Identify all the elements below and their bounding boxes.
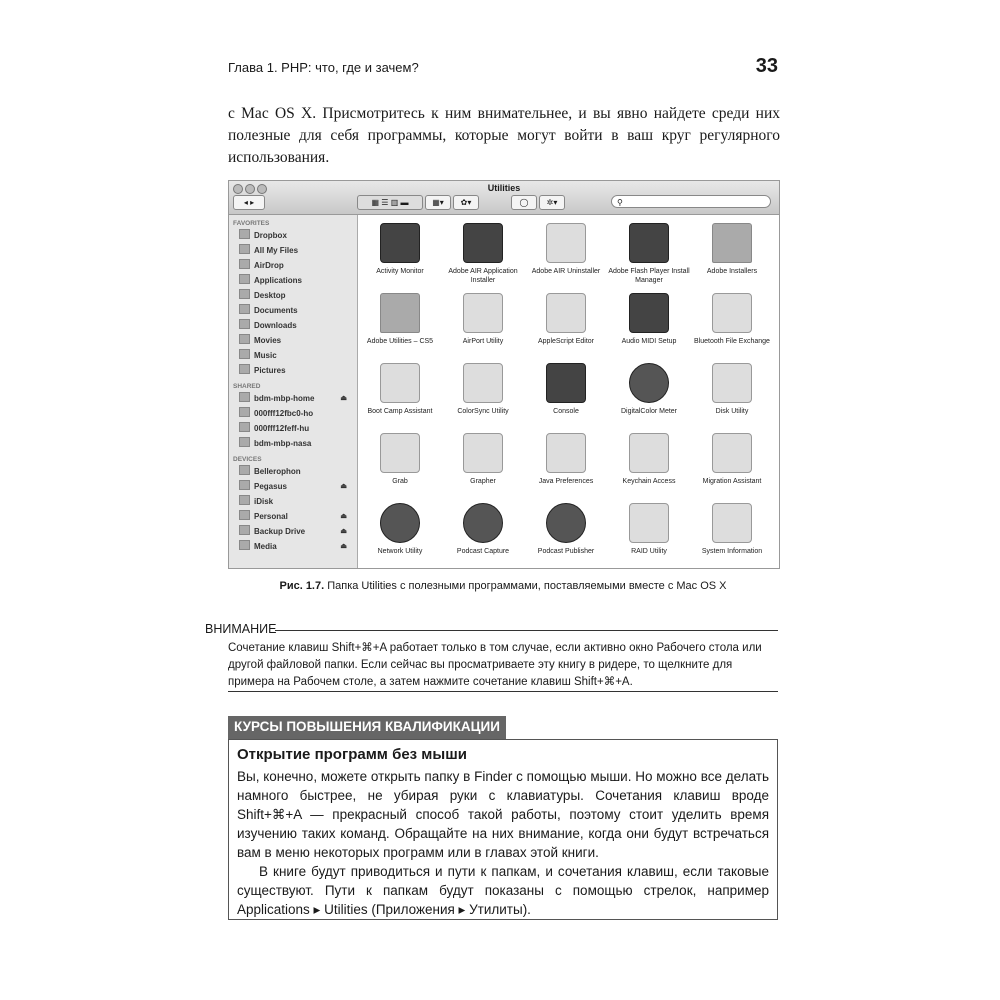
- app-label: Disk Utility: [715, 408, 749, 415]
- app-icon: [712, 433, 752, 473]
- app-item[interactable]: [359, 293, 441, 346]
- app-grid: [359, 215, 779, 568]
- app-label: Keychain Access: [622, 478, 676, 485]
- app-label: Adobe AIR Uninstaller: [531, 268, 601, 275]
- intro-paragraph: с Mac OS X. Присмотритесь к ним внимательнее, и вы явно найдете среди них полезные для себя программы, которые могут войти в ваш круг регулярного использования.: [228, 105, 780, 166]
- divider: [228, 691, 778, 692]
- arrange-button[interactable]: ▦▾: [425, 195, 451, 210]
- search-icon: ⚲: [617, 198, 623, 207]
- sidebar-item[interactable]: [229, 391, 357, 406]
- app-icon: [712, 293, 752, 333]
- app-icon: [546, 433, 586, 473]
- app-label: AirPort Utility: [462, 338, 504, 345]
- app-icon: [380, 223, 420, 263]
- sidebar-item[interactable]: [229, 406, 357, 421]
- sidebar-item[interactable]: [229, 479, 357, 494]
- sidebar-item-label: Desktop: [254, 291, 286, 300]
- app-icon: [380, 503, 420, 543]
- app-label: ColorSync Utility: [457, 408, 509, 415]
- app-item[interactable]: [691, 293, 773, 346]
- app-icon: [463, 503, 503, 543]
- sidebar-item[interactable]: [229, 363, 357, 378]
- view-mode-buttons[interactable]: ▦ ☰ ▥ ▬: [357, 195, 423, 210]
- app-item[interactable]: [608, 363, 690, 416]
- sidebar-item-label: 000fff12feff-hu: [254, 424, 310, 433]
- app-label: Adobe Flash Player Install Manager: [608, 268, 690, 284]
- item-icon: [239, 392, 250, 402]
- app-item[interactable]: [691, 433, 773, 486]
- item-icon: [239, 465, 250, 475]
- sidebar-item-label: Bellerophon: [254, 467, 301, 476]
- sidebar-item[interactable]: [229, 436, 357, 451]
- app-item[interactable]: [608, 293, 690, 346]
- eject-icon[interactable]: ⏏: [340, 483, 347, 490]
- item-icon: [239, 480, 250, 490]
- sidebar-item-label: Documents: [254, 306, 298, 315]
- app-icon: [546, 503, 586, 543]
- sidebar-box-p1: Вы, конечно, можете открыть папку в Finder с помощью мыши. Но можно все делать намного быстрее, не убирая руки с клавиатуры. Сочетания клавиш вроде Shift+⌘+A — прекрасный способ такой работы, поэтому стоит уделить время изучению таких команд. Обращайте на них внимание, когда они будут встречаться вам в меню некоторых программ или в главах этой книги.: [237, 769, 769, 860]
- sidebar-item[interactable]: [229, 333, 357, 348]
- app-icon: [546, 293, 586, 333]
- finder-window: [228, 180, 780, 569]
- sidebar-box: [228, 739, 778, 920]
- app-icon: [629, 363, 669, 403]
- sidebar-item[interactable]: [229, 494, 357, 509]
- item-icon: [239, 495, 250, 505]
- sidebar-item-label: Applications: [254, 276, 303, 285]
- app-icon: [712, 503, 752, 543]
- sidebar-section-header: FAVORITES: [233, 220, 270, 227]
- app-item[interactable]: [525, 293, 607, 346]
- item-icon: [239, 407, 250, 417]
- sidebar-item-label: Media: [254, 542, 277, 551]
- app-item[interactable]: [442, 223, 524, 285]
- back-forward-button[interactable]: ◂ ▸: [233, 195, 265, 210]
- sidebar-item[interactable]: [229, 509, 357, 524]
- app-label: Grab: [392, 478, 408, 485]
- sidebar-item[interactable]: [229, 348, 357, 363]
- search-input[interactable]: [611, 195, 771, 208]
- item-icon: [239, 229, 250, 239]
- app-label: Console: [553, 408, 579, 415]
- sidebar-section-header: DEVICES: [233, 456, 262, 463]
- sidebar-item[interactable]: [229, 288, 357, 303]
- caption-label: Рис. 1.7.: [279, 580, 325, 592]
- app-item[interactable]: [691, 503, 773, 556]
- app-label: Bluetooth File Exchange: [694, 338, 770, 345]
- app-icon: [380, 433, 420, 473]
- app-label: Boot Camp Assistant: [367, 408, 433, 415]
- sidebar-section-header: SHARED: [233, 383, 261, 390]
- sidebar-item-label: 000fff12fbc0-ho: [254, 409, 314, 418]
- app-label: Activity Monitor: [376, 268, 424, 275]
- app-item[interactable]: [608, 433, 690, 486]
- sidebar-item-label: iDisk: [254, 497, 274, 506]
- quick-look-button[interactable]: ◯: [511, 195, 537, 210]
- app-icon: [546, 363, 586, 403]
- app-label: Java Preferences: [538, 478, 594, 485]
- app-label: Adobe Installers: [706, 268, 758, 275]
- sidebar-item[interactable]: [229, 524, 357, 539]
- sidebar-box-p2: В книге будут приводиться и пути к папкам, и сочетания клавиш, если таковые существуют. Пути к папкам будут показаны с помощью стрелок, например Applications ▸ Utilities (Приложения ▸ Утилиты).: [237, 864, 769, 917]
- app-label: Migration Assistant: [702, 478, 762, 485]
- sidebar-item[interactable]: [229, 421, 357, 436]
- app-item[interactable]: [608, 223, 690, 285]
- running-title: Глава 1. PHP: что, где и зачем?: [228, 60, 419, 75]
- action-gear-button[interactable]: ✲▾: [539, 195, 565, 210]
- app-item[interactable]: [359, 363, 441, 416]
- sidebar-box-tab: КУРСЫ ПОВЫШЕНИЯ КВАЛИФИКАЦИИ: [228, 716, 506, 739]
- app-item[interactable]: [525, 433, 607, 486]
- sidebar-item-label: AirDrop: [254, 261, 284, 270]
- sidebar-item[interactable]: [229, 464, 357, 479]
- app-label: Network Utility: [377, 548, 423, 555]
- sidebar-item-label: All My Files: [254, 246, 299, 255]
- app-item[interactable]: [359, 433, 441, 486]
- sidebar-item-label: bdm-mbp-home: [254, 394, 315, 403]
- caption-text: Папка Utilities с полезными программами, поставляемыми вместе с Mac OS X: [324, 580, 727, 592]
- item-icon: [239, 525, 250, 535]
- eject-icon[interactable]: ⏏: [340, 395, 347, 402]
- app-item[interactable]: [691, 363, 773, 416]
- app-item[interactable]: [442, 293, 524, 346]
- app-label: Podcast Capture: [456, 548, 510, 555]
- app-icon: [629, 293, 669, 333]
- item-icon: [239, 244, 250, 254]
- app-icon: [463, 433, 503, 473]
- app-label: DigitalColor Meter: [620, 408, 678, 415]
- sidebar-item-label: Personal: [254, 512, 288, 521]
- eject-icon[interactable]: ⏏: [340, 543, 347, 550]
- item-icon: [239, 540, 250, 550]
- app-item[interactable]: [359, 223, 441, 276]
- app-icon: [380, 293, 420, 333]
- attention-heading: ВНИМАНИЕ: [205, 622, 277, 636]
- sidebar-item[interactable]: [229, 258, 357, 273]
- sidebar-item[interactable]: [229, 318, 357, 333]
- app-icon: [463, 223, 503, 263]
- sidebar-item[interactable]: [229, 539, 357, 554]
- page-number: 33: [755, 55, 778, 77]
- sidebar-item-label: bdm-mbp-nasa: [254, 439, 312, 448]
- app-label: Audio MIDI Setup: [621, 338, 677, 345]
- app-icon: [463, 293, 503, 333]
- app-icon: [712, 363, 752, 403]
- app-item[interactable]: [442, 363, 524, 416]
- app-label: Adobe Utilities – CS5: [366, 338, 434, 345]
- eject-icon[interactable]: ⏏: [340, 513, 347, 520]
- item-icon: [239, 259, 250, 269]
- figure-caption: [228, 580, 778, 592]
- sidebar-item[interactable]: [229, 228, 357, 243]
- item-icon: [239, 422, 250, 432]
- app-icon: [629, 223, 669, 263]
- app-item[interactable]: [442, 433, 524, 486]
- app-item[interactable]: [442, 503, 524, 556]
- item-icon: [239, 319, 250, 329]
- divider: [275, 630, 778, 631]
- item-icon: [239, 349, 250, 359]
- app-label: RAID Utility: [631, 548, 667, 555]
- app-label: AppleScript Editor: [537, 338, 595, 345]
- finder-sidebar: [229, 215, 358, 568]
- app-icon: [712, 223, 752, 263]
- eject-icon[interactable]: ⏏: [340, 528, 347, 535]
- share-button[interactable]: ✿▾: [453, 195, 479, 210]
- sidebar-item-label: Downloads: [254, 321, 297, 330]
- sidebar-item-label: Movies: [254, 336, 282, 345]
- app-label: Podcast Publisher: [537, 548, 595, 555]
- sidebar-item[interactable]: [229, 273, 357, 288]
- app-icon: [629, 433, 669, 473]
- app-item[interactable]: [525, 363, 607, 416]
- app-item[interactable]: [608, 503, 690, 556]
- app-item[interactable]: [691, 223, 773, 276]
- item-icon: [239, 364, 250, 374]
- item-icon: [239, 437, 250, 447]
- app-icon: [380, 363, 420, 403]
- item-icon: [239, 510, 250, 520]
- item-icon: [239, 289, 250, 299]
- sidebar-item-label: Pictures: [254, 366, 286, 375]
- app-item[interactable]: [359, 503, 441, 556]
- app-label: System Information: [701, 548, 763, 555]
- app-item[interactable]: [525, 503, 607, 556]
- attention-text: Сочетание клавиш Shift+⌘+A работает только в том случае, если активно окно Рабочего стола или другой файловой папки. Если сейчас вы просматриваете эту книгу в ридере, то щелкните для примера на Рабочем столе, а затем нажмите сочетание клавиш Shift+⌘+A.: [228, 642, 762, 688]
- app-icon: [546, 223, 586, 263]
- sidebar-item-label: Backup Drive: [254, 527, 306, 536]
- finder-toolbar: [229, 181, 779, 215]
- sidebar-item[interactable]: [229, 303, 357, 318]
- app-label: Grapher: [470, 478, 496, 485]
- app-label: Adobe AIR Application Installer: [448, 268, 518, 284]
- app-item[interactable]: [525, 223, 607, 276]
- item-icon: [239, 334, 250, 344]
- sidebar-item-label: Music: [254, 351, 277, 360]
- app-icon: [463, 363, 503, 403]
- item-icon: [239, 274, 250, 284]
- sidebar-item[interactable]: [229, 243, 357, 258]
- window-title: Utilities: [487, 183, 521, 193]
- sidebar-box-title: Открытие программ без мыши: [237, 746, 467, 763]
- item-icon: [239, 304, 250, 314]
- app-icon: [629, 503, 669, 543]
- sidebar-item-label: Pegasus: [254, 482, 287, 491]
- sidebar-item-label: Dropbox: [254, 231, 287, 240]
